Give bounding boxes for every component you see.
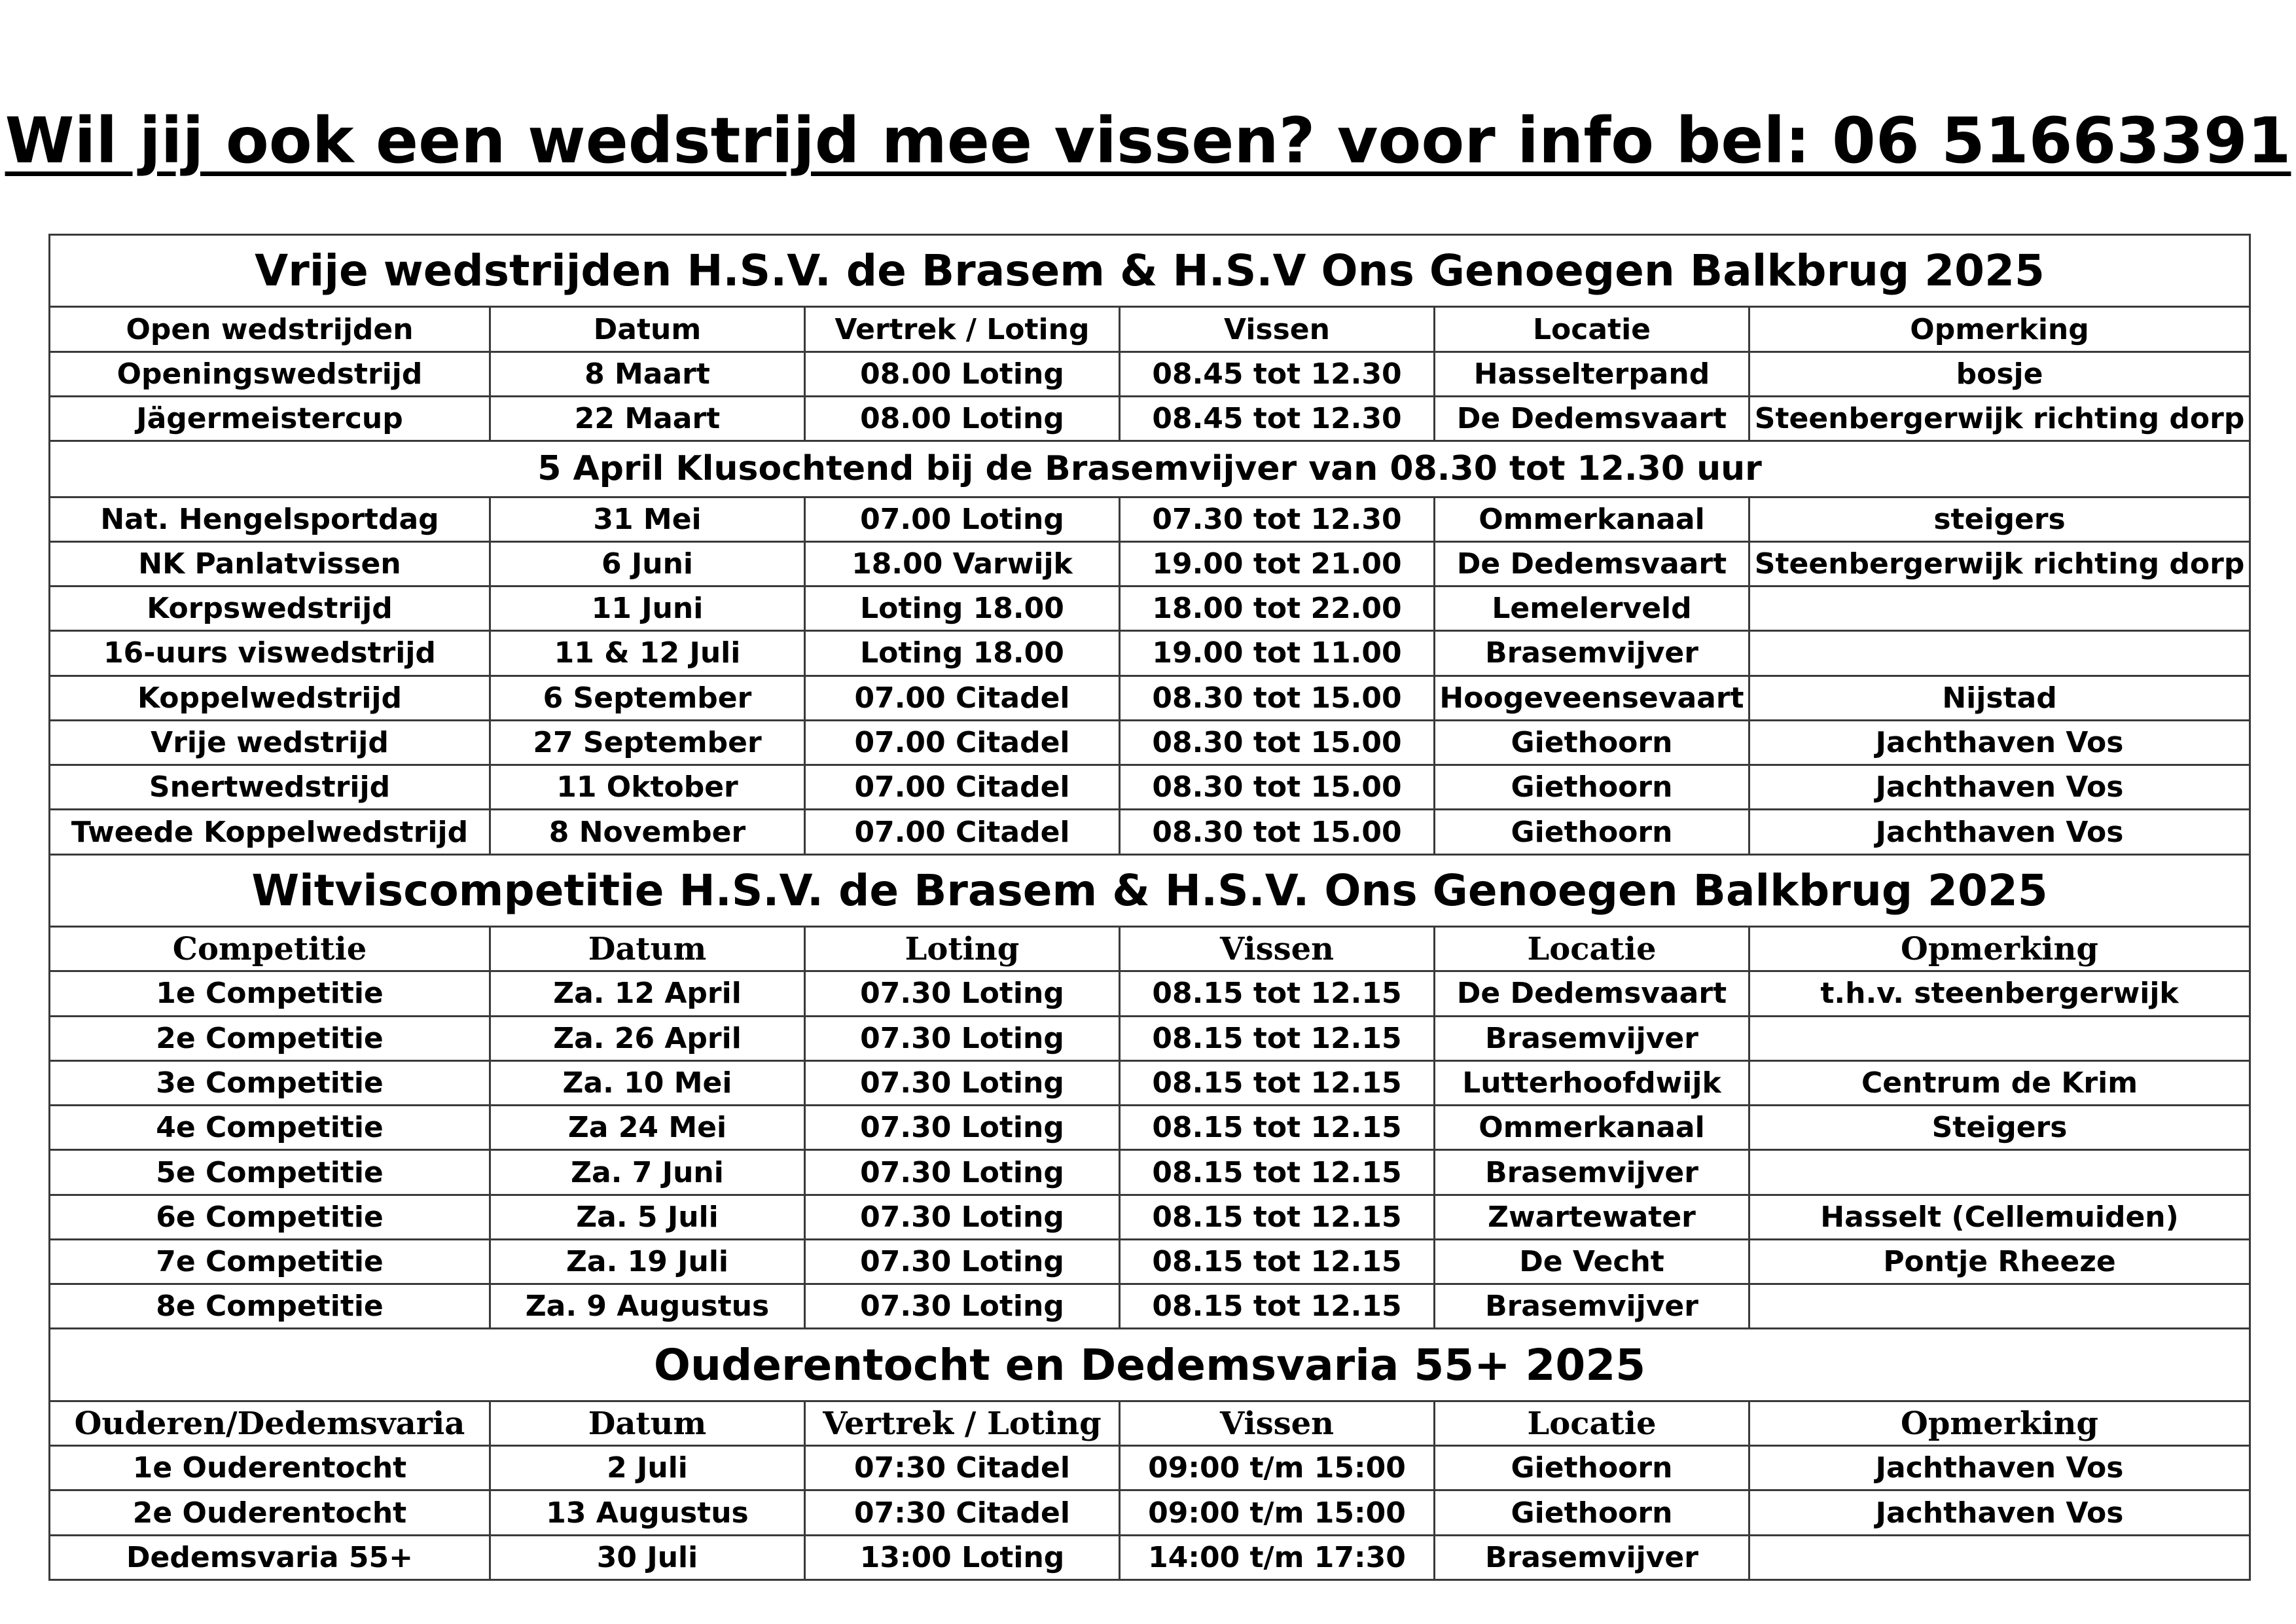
note-row (50, 441, 2250, 497)
table-cell: 27 September (490, 720, 805, 765)
table-cell: Ommerkanaal (1435, 497, 1749, 541)
table-cell: Giethoorn (1435, 1446, 1749, 1490)
table-row (50, 765, 2250, 810)
table-row (50, 720, 2250, 765)
column-header-row (50, 307, 2250, 352)
table-cell: 07.30 Loting (805, 1284, 1120, 1329)
table-cell: t.h.v. steenbergerwijk (1749, 971, 2250, 1016)
table-cell: Jachthaven Vos (1749, 1446, 2250, 1490)
section-title-row (50, 235, 2250, 307)
table-cell: 09:00 t/m 15:00 (1120, 1446, 1435, 1490)
table-row (50, 586, 2250, 631)
table-cell: 1e Competitie (50, 971, 490, 1016)
table-cell: Hasselt (Cellemuiden) (1749, 1195, 2250, 1239)
column-header: Datum (490, 927, 805, 971)
table-cell: 1e Ouderentocht (50, 1446, 490, 1490)
table-cell: Jachthaven Vos (1749, 720, 2250, 765)
table-cell: Koppelwedstrijd (50, 676, 490, 720)
table-cell: Za. 26 April (490, 1016, 805, 1060)
table-cell (1749, 1535, 2250, 1579)
table-cell: Loting 18.00 (805, 631, 1120, 676)
table-cell: Hoogeveensevaart (1435, 676, 1749, 720)
table-cell: Steigers (1749, 1106, 2250, 1150)
table-cell: De Vecht (1435, 1239, 1749, 1284)
column-header: Open wedstrijden (50, 307, 490, 352)
table-cell: 07.30 tot 12.30 (1120, 497, 1435, 541)
table-cell (1749, 1016, 2250, 1060)
table-cell: 08.15 tot 12.15 (1120, 1195, 1435, 1239)
competition-schedule-table (48, 234, 2251, 1581)
table-cell: 4e Competitie (50, 1106, 490, 1150)
table-row (50, 1106, 2250, 1150)
table-row (50, 396, 2250, 441)
table-cell: De Dedemsvaart (1435, 541, 1749, 586)
table-cell: Za. 10 Mei (490, 1060, 805, 1105)
table-cell: Giethoorn (1435, 1490, 1749, 1535)
table-cell: 3e Competitie (50, 1060, 490, 1105)
table-cell: Brasemvijver (1435, 1535, 1749, 1579)
table-row (50, 1195, 2250, 1239)
table-cell: Vrije wedstrijd (50, 720, 490, 765)
table-cell: 19.00 tot 11.00 (1120, 631, 1435, 676)
table-cell: Za 24 Mei (490, 1106, 805, 1150)
table-cell (1749, 631, 2250, 676)
table-cell: 22 Maart (490, 396, 805, 441)
table-cell: Centrum de Krim (1749, 1060, 2250, 1105)
column-header: Competitie (50, 927, 490, 971)
table-cell: Jachthaven Vos (1749, 1490, 2250, 1535)
table-row (50, 497, 2250, 541)
table-cell: 07.30 Loting (805, 1106, 1120, 1150)
table-cell: 09:00 t/m 15:00 (1120, 1490, 1435, 1535)
table-row (50, 1016, 2250, 1060)
table-cell: 08.00 Loting (805, 396, 1120, 441)
table-row (50, 631, 2250, 676)
table-cell: 07.30 Loting (805, 1016, 1120, 1060)
table-row (50, 971, 2250, 1016)
table-cell: Dedemsvaria 55+ (50, 1535, 490, 1579)
column-header: Locatie (1435, 927, 1749, 971)
column-header: Locatie (1435, 307, 1749, 352)
section-title: Vrije wedstrijden H.S.V. de Brasem & H.S.V Ons Genoegen Balkbrug 2025 (50, 235, 2250, 307)
note-text: 5 April Klusochtend bij de Brasemvijver van 08.30 tot 12.30 uur (50, 441, 2250, 497)
table-cell: Korpswedstrijd (50, 586, 490, 631)
table-cell: Brasemvijver (1435, 631, 1749, 676)
table-cell: 30 Juli (490, 1535, 805, 1579)
table-cell: Nat. Hengelsportdag (50, 497, 490, 541)
table-cell: Nijstad (1749, 676, 2250, 720)
table-cell: De Dedemsvaart (1435, 396, 1749, 441)
table-cell: Zwartewater (1435, 1195, 1749, 1239)
table-cell: 18.00 Varwijk (805, 541, 1120, 586)
table-cell (1749, 586, 2250, 631)
table-row (50, 1490, 2250, 1535)
table-cell: 31 Mei (490, 497, 805, 541)
table-cell: Loting 18.00 (805, 586, 1120, 631)
column-header: Vissen (1120, 927, 1435, 971)
table-row (50, 1284, 2250, 1329)
table-cell: 8e Competitie (50, 1284, 490, 1329)
table-row (50, 1535, 2250, 1579)
table-cell: Brasemvijver (1435, 1284, 1749, 1329)
table-cell: Giethoorn (1435, 765, 1749, 810)
table-cell: De Dedemsvaart (1435, 971, 1749, 1016)
table-cell: 8 November (490, 810, 805, 854)
column-header: Vertrek / Loting (805, 1401, 1120, 1445)
table-cell: 07.30 Loting (805, 1060, 1120, 1105)
column-header: Opmerking (1749, 307, 2250, 352)
table-cell: 07:30 Citadel (805, 1490, 1120, 1535)
column-header: Datum (490, 1401, 805, 1445)
table-cell: Openingswedstrijd (50, 352, 490, 396)
page-headline (0, 98, 2296, 183)
table-cell: Pontje Rheeze (1749, 1239, 2250, 1284)
table-cell: 6 September (490, 676, 805, 720)
column-header: Vertrek / Loting (805, 307, 1120, 352)
column-header-row (50, 1401, 2250, 1445)
table-cell: 6 Juni (490, 541, 805, 586)
table-cell: bosje (1749, 352, 2250, 396)
table-cell: 08.15 tot 12.15 (1120, 1060, 1435, 1105)
table-cell: 07:30 Citadel (805, 1446, 1120, 1490)
section-title-row (50, 1329, 2250, 1401)
table-cell: Jägermeistercup (50, 396, 490, 441)
headline-text: Wil jij ook een wedstrijd mee vissen? voor info bel: 06 51663391 (5, 104, 2291, 177)
table-cell: 2e Ouderentocht (50, 1490, 490, 1535)
table-cell: Brasemvijver (1435, 1150, 1749, 1195)
column-header: Vissen (1120, 1401, 1435, 1445)
table-cell: 07.30 Loting (805, 1239, 1120, 1284)
table-cell: 13:00 Loting (805, 1535, 1120, 1579)
table-cell: 07.00 Citadel (805, 765, 1120, 810)
table-cell: 11 & 12 Juli (490, 631, 805, 676)
table-row (50, 352, 2250, 396)
table-cell: Lutterhoofdwijk (1435, 1060, 1749, 1105)
table-cell: 08.15 tot 12.15 (1120, 1150, 1435, 1195)
table-cell: 07.00 Citadel (805, 720, 1120, 765)
table-cell: 16-uurs viswedstrijd (50, 631, 490, 676)
column-header: Opmerking (1749, 1401, 2250, 1445)
table-row (50, 1150, 2250, 1195)
table-cell: Snertwedstrijd (50, 765, 490, 810)
column-header: Locatie (1435, 1401, 1749, 1445)
table-cell: 5e Competitie (50, 1150, 490, 1195)
table-cell: 7e Competitie (50, 1239, 490, 1284)
table-row (50, 541, 2250, 586)
table-cell: 08.30 tot 15.00 (1120, 810, 1435, 854)
table-cell: Tweede Koppelwedstrijd (50, 810, 490, 854)
table-row (50, 1060, 2250, 1105)
table-cell (1749, 1284, 2250, 1329)
table-row (50, 1446, 2250, 1490)
table-cell: 08.15 tot 12.15 (1120, 1016, 1435, 1060)
table-row (50, 1239, 2250, 1284)
table-cell: Za. 9 Augustus (490, 1284, 805, 1329)
table-cell: NK Panlatvissen (50, 541, 490, 586)
section-title-row (50, 854, 2250, 926)
table-cell: 07.30 Loting (805, 1195, 1120, 1239)
table-cell: Jachthaven Vos (1749, 810, 2250, 854)
table-cell: Ommerkanaal (1435, 1106, 1749, 1150)
table-cell: 08.30 tot 15.00 (1120, 765, 1435, 810)
table-cell: 08.15 tot 12.15 (1120, 1239, 1435, 1284)
table-cell: 08.30 tot 15.00 (1120, 676, 1435, 720)
table-cell: 11 Juni (490, 586, 805, 631)
table-row (50, 810, 2250, 854)
table-cell: Giethoorn (1435, 720, 1749, 765)
column-header-row (50, 927, 2250, 971)
column-header: Loting (805, 927, 1120, 971)
column-header: Opmerking (1749, 927, 2250, 971)
table-cell: 13 Augustus (490, 1490, 805, 1535)
table-cell (1749, 1150, 2250, 1195)
table-cell: Brasemvijver (1435, 1016, 1749, 1060)
table-cell: Za. 7 Juni (490, 1150, 805, 1195)
table-cell: 07.00 Loting (805, 497, 1120, 541)
table-row (50, 676, 2250, 720)
section-title: Witviscompetitie H.S.V. de Brasem & H.S.V. Ons Genoegen Balkbrug 2025 (50, 854, 2250, 926)
table-cell: 08.15 tot 12.15 (1120, 1106, 1435, 1150)
section-title: Ouderentocht en Dedemsvaria 55+ 2025 (50, 1329, 2250, 1401)
table-cell: 2 Juli (490, 1446, 805, 1490)
table-cell: steigers (1749, 497, 2250, 541)
table-cell: Steenbergerwijk richting dorp (1749, 541, 2250, 586)
table-cell: 07.30 Loting (805, 1150, 1120, 1195)
table-cell: Za. 5 Juli (490, 1195, 805, 1239)
column-header: Ouderen/Dedemsvaria (50, 1401, 490, 1445)
table-cell: 08.15 tot 12.15 (1120, 1284, 1435, 1329)
table-cell: 8 Maart (490, 352, 805, 396)
table-cell: 08.00 Loting (805, 352, 1120, 396)
table-cell: Giethoorn (1435, 810, 1749, 854)
table-cell: Hasselterpand (1435, 352, 1749, 396)
column-header: Datum (490, 307, 805, 352)
table-cell: 11 Oktober (490, 765, 805, 810)
table-cell: 18.00 tot 22.00 (1120, 586, 1435, 631)
table-cell: Lemelerveld (1435, 586, 1749, 631)
table-cell: Steenbergerwijk richting dorp (1749, 396, 2250, 441)
table-cell: 08.15 tot 12.15 (1120, 971, 1435, 1016)
table-cell: 07.00 Citadel (805, 676, 1120, 720)
table-cell: 08.45 tot 12.30 (1120, 396, 1435, 441)
table-cell: 19.00 tot 21.00 (1120, 541, 1435, 586)
table-cell: 6e Competitie (50, 1195, 490, 1239)
table-cell: Za. 12 April (490, 971, 805, 1016)
table-cell: 14:00 t/m 17:30 (1120, 1535, 1435, 1579)
table-cell: 2e Competitie (50, 1016, 490, 1060)
table-cell: 08.45 tot 12.30 (1120, 352, 1435, 396)
table-cell: 07.00 Citadel (805, 810, 1120, 854)
table-cell: Za. 19 Juli (490, 1239, 805, 1284)
table-cell: 08.30 tot 15.00 (1120, 720, 1435, 765)
column-header: Vissen (1120, 307, 1435, 352)
table-cell: 07.30 Loting (805, 971, 1120, 1016)
table-cell: Jachthaven Vos (1749, 765, 2250, 810)
